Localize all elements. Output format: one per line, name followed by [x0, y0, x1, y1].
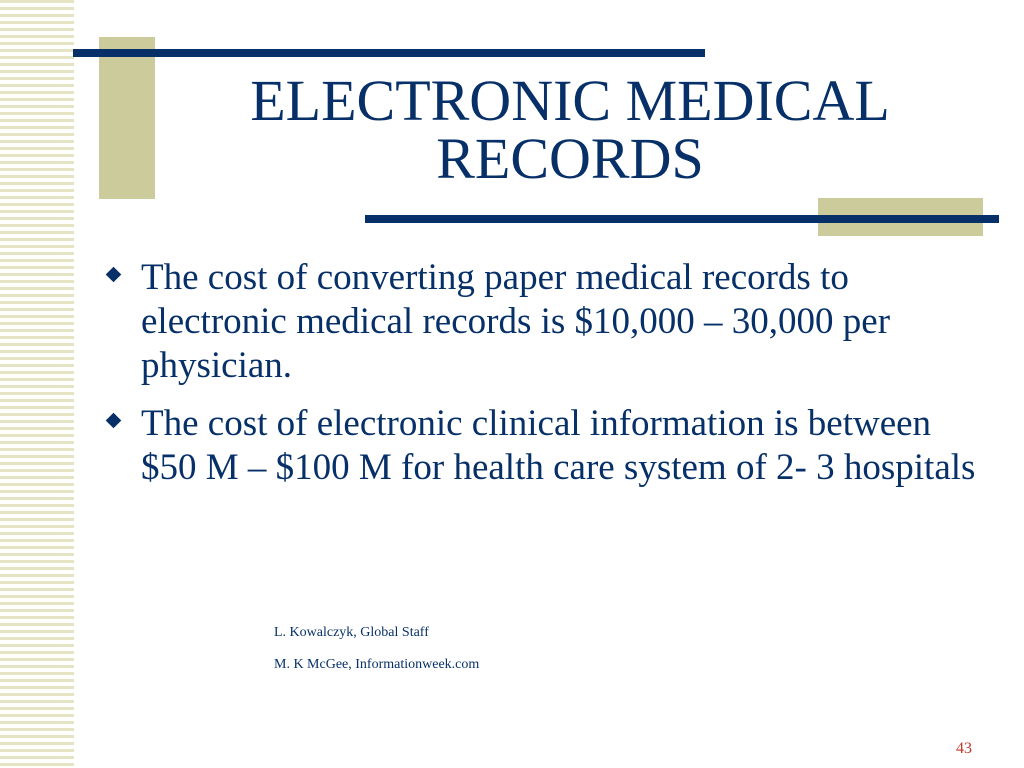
diamond-bullet-icon — [106, 413, 122, 429]
decorative-block-top — [99, 37, 155, 199]
credit-line: M. K McGee, Informationweek.com — [274, 657, 480, 672]
left-striped-border — [0, 0, 74, 768]
bullet-item — [100, 402, 980, 490]
credit-line: L. Kowalczyk, Global Staff — [274, 625, 429, 640]
slide-number: 43 — [956, 740, 972, 757]
bullet-item — [100, 256, 980, 388]
source-credits — [274, 624, 479, 688]
slide-title: ELECTRONIC MEDICAL RECORDS — [250, 68, 890, 191]
title-rule-bottom — [365, 215, 999, 223]
title-rule-top — [73, 49, 705, 57]
bullet-text: The cost of converting paper medical records to electronic medical records is $10,000 – 30,000 per physician. — [141, 257, 891, 386]
bullet-list — [100, 256, 980, 504]
bullet-text: The cost of electronic clinical information is between $50 M – $100 M for health care system of 2- 3 hospitals — [141, 403, 976, 488]
diamond-bullet-icon — [106, 267, 122, 283]
